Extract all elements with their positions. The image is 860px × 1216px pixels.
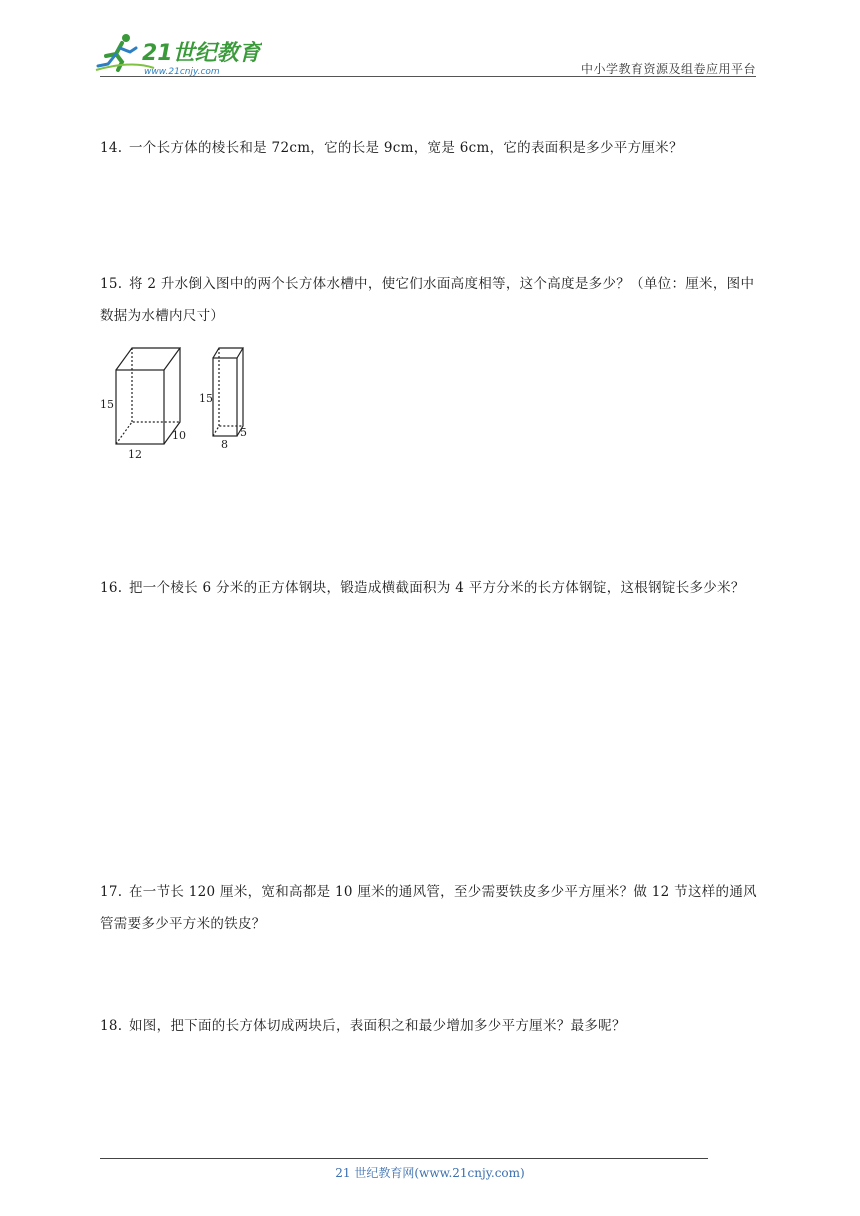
question-number: 18. — [100, 1018, 123, 1034]
question-text: 如图，把下面的长方体切成两块后，表面积之和最少增加多少平方厘米？最多呢？ — [128, 1018, 626, 1034]
platform-name: 中小学教育资源及组卷应用平台 — [580, 62, 756, 76]
water-tanks-figure — [96, 340, 266, 465]
question-text: 一个长方体的棱长和是 72cm，它的长是 9cm，宽是 6cm，它的表面积是多少平方厘米？ — [128, 140, 683, 156]
tank-2-box — [213, 348, 243, 436]
question-text: 把一个棱长 6 分米的正方体钢块，锻造成横截面积为 4 平方分米的长方体钢锭，这根钢锭长多少米？ — [128, 580, 745, 596]
question-number: 15. — [100, 276, 123, 292]
tank-2-width-label: 5 — [240, 426, 247, 439]
footer-link[interactable]: 21 世纪教育网(www.21cnjy.com) — [335, 1166, 525, 1180]
question-number: 16. — [100, 580, 123, 596]
question-text: 将 2 升水倒入图中的两个长方体水槽中，使它们水面高度相等，这个高度是多少？（单位：厘米，图中数据为水槽内尺寸） — [100, 276, 755, 324]
runner-logo-icon — [92, 30, 262, 78]
question-17 — [100, 876, 764, 940]
question-number: 14. — [100, 140, 123, 156]
header-divider — [100, 76, 756, 77]
question-text: 在一节长 120 厘米，宽和高都是 10 厘米的通风管，至少需要铁皮多少平方厘米？做 12 节这样的通风管需要多少平方米的铁皮？ — [100, 884, 757, 932]
tank-1-length-label: 12 — [128, 448, 142, 461]
tank-1-width-label: 10 — [172, 429, 186, 442]
question-16 — [100, 572, 764, 604]
tank-2-length-label: 8 — [221, 438, 228, 451]
logo-text: 21世纪教育 — [142, 41, 261, 66]
question-15 — [100, 268, 764, 332]
site-logo[interactable] — [92, 30, 262, 78]
tank-2-height-label: 15 — [199, 392, 213, 405]
question-18 — [100, 1010, 764, 1042]
logo-url-text: www.21cnjy.com — [144, 67, 220, 77]
tank-1-height-label: 15 — [100, 398, 114, 411]
question-14 — [100, 132, 764, 164]
footer-divider — [100, 1158, 708, 1159]
page-header — [0, 0, 860, 80]
question-number: 17. — [100, 884, 123, 900]
tank-1-box — [116, 348, 180, 444]
